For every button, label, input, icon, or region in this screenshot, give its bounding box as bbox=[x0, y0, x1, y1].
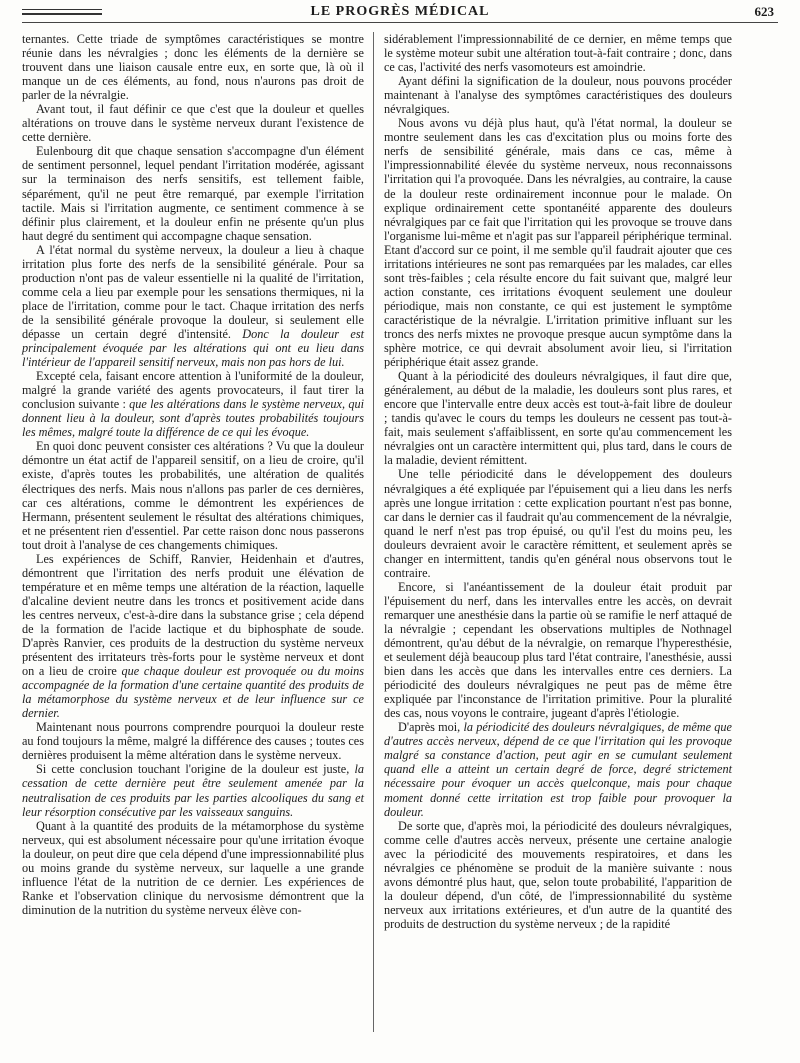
text-run: Quant à la quantité des produits de la métamorphose du système nerveux, qui est absolument nécessaire pour qu'une irritation évoque la douleur, on peut dire que cela dépend d'une impressionnabilité plus ou moins grande du système nerveux, sur laquelle a une grande influence l'état de la nutrition de ce dernier. Les expériences de Ranke et l'observation clinique du nervosisme démontrent que la diminution de la nutrition du système nerveux élève con- bbox=[22, 818, 364, 917]
paragraph bbox=[384, 32, 732, 74]
paragraph bbox=[384, 74, 732, 116]
text-run: Eulenbourg dit que chaque sensation s'accompagne d'un élément de sentiment personnel, lequel pendant l'irritation modérée, agissant sur la terminaison des nerfs sensitifs, est tellement faible, séparément, qu'il ne peut être remarqué, par exemple l'irritation tactile. Mais si l'irritation augmente, ce sentiment commence à se définir plus clairement, et la douleur enfin ne présente qu'un plus haut degré du sentiment qui accompagne chaque sensation. bbox=[22, 144, 364, 243]
column-divider bbox=[373, 32, 374, 1032]
text-run: Les expériences de Schiff, Ranvier, Heidenhain et d'autres, démontrent que l'irritation des nerfs produit une élévation de température et en même temps une altération de la réaction, laquelle d'alcaline devient neutre dans les troncs et positivement acide dans les centres nerveux, c'est-à-dire dans la substance grise ; cela dépend de la formation de l'acide lactique et du biphosphate de soude. D'après Ranvier, ces produits de la destruction du système nerveux présentent des irritateurs très-forts pour le système nerveux et dont on a lieu de croire bbox=[22, 551, 364, 679]
text-run: Quant à la périodicité des douleurs névralgiques, il faut dire que, généralement, au début de la maladie, les douleurs sont plus rares, et encore que l'intervalle entre deux accès est tout-à-fait libre de douleur ; tandis qu'avec le cours du temps les douleurs ne cessent pas tout-à-fait, mais seulement s'affaiblissent, en sorte qu'au commencement les névralgies ont un caractère intermittent qui, plus tard, dans le cours de la maladie, devient rémittent. bbox=[384, 369, 732, 468]
paragraph bbox=[22, 819, 364, 917]
italic-text: que chaque douleur est provoquée ou du moins accompagnée de la formation d'une certaine quantité des produits de la métamorphose du système nerveux et de leur influence sur ce dernier. bbox=[22, 664, 365, 721]
paragraph bbox=[384, 369, 732, 467]
paragraph bbox=[384, 819, 732, 931]
paragraph bbox=[384, 116, 732, 369]
paragraph bbox=[22, 243, 364, 369]
text-run: A l'état normal du système nerveux, la douleur a lieu à chaque irritation plus forte des nerfs de la sensibilité générale. Pour sa production n'ont pas de valeur essentielle ni la qualité de l'irritation, comme cela a lieu par exemple pour les sensations thermiques, ni la place de l'irritation, comme pour le tact. Chaque irritation des nerfs de la sensibilité générale provoque la douleur, si seulement elle dépasse un certain degré d'intensité. bbox=[22, 242, 364, 341]
header-divider bbox=[22, 22, 778, 23]
text-run: Maintenant nous pourrons comprendre pourquoi la douleur reste au fond toujours la même, malgré la différence des causes ; toutes ces dernières produisent la même altération dans le système nerveux. bbox=[22, 720, 364, 763]
text-run: sidérablement l'impressionnabilité de ce dernier, en même temps que le système moteur subit une altération tout-à-fait contraire ; donc, dans ce cas, l'activité des nerfs vasomoteurs est amoindrie. bbox=[384, 32, 732, 75]
text-run: Si cette conclusion touchant l'origine de la douleur est juste, bbox=[36, 762, 355, 777]
text-run: En quoi donc peuvent consister ces altérations ? Vu que la douleur démontre un état actif de l'appareil sensitif, on a lieu de croire, qu'il existe, d'après toutes les probabilités, une altération de qualités électriques des nerfs. Mais nous n'allons pas parler de ces dernières, car ces altérations, comme le démontrent les expériences de Hermann, présentent seulement le résultat des altérations chimiques, et ne présentent rien d'essentiel. Par cette raison donc nous passerons tout droit à l'analyse de ces changements chimiques. bbox=[22, 439, 364, 552]
page-number: 623 bbox=[754, 4, 774, 19]
italic-text: que les altérations dans le système nerveux, qui donnent lieu à la douleur, sont d'après toutes probabilités toujours les mêmes, malgré toute la différence de ce qui les évoque. bbox=[22, 397, 364, 440]
paragraph bbox=[384, 467, 732, 579]
paragraph bbox=[22, 552, 364, 721]
text-run: Encore, si l'anéantissement de la douleur était produit par l'épuisement du nerf, dans les intervalles entre les accès, on devrait remarquer une anesthésie dans la partie où se ramifie le nerf attaqué de la névralgie ; cependant les observations multiples de Nothnagel démontrent, qu'au début de la névralgie, on remarque l'hyperesthésie, et seulement déjà beaucoup plus tard l'état contraire, l'anesthésie, aussi bien dans les accès que dans les intervalles entre ces derniers. La périodicité des douleurs névralgiques ne peut pas de même être expliquée par l'inconstance de l'irritation primitive. Pour la pluralité des cas, nous voyons le contraire, jugeant d'après l'étiologie. bbox=[384, 579, 732, 721]
paragraph bbox=[22, 720, 364, 762]
text-run: Excepté cela, faisant encore attention à l'uniformité de la douleur, malgré la grande variété des agents provocateurs, il faut tirer la conclusion suivante : bbox=[22, 369, 364, 412]
running-header bbox=[22, 4, 778, 22]
paragraph bbox=[384, 580, 732, 720]
italic-text: la cessation de cette dernière peut être seulement amenée par la neutralisation de ces produits par les parties alcooliques du sang et leur résorption consécutive par les vaisseaux sanguins. bbox=[22, 762, 364, 819]
left-column bbox=[22, 32, 364, 917]
paragraph bbox=[22, 144, 364, 242]
text-run: Ayant défini la signification de la douleur, nous pouvons procéder maintenant à l'analyse des symptômes caractéristiques des douleurs névralgiques. bbox=[384, 74, 732, 117]
text-run: De sorte que, d'après moi, la périodicité des douleurs névralgiques, comme celle d'autres accès nerveux, présente une certaine analogie avec la périodicité des mouvements respiratoires, et dans les névralgies ce phénomène se produit de la manière suivante : nous avons démontré plus haut, que, selon toute probabilité, l'apparition de la douleur dépend, d'un côté, de l'impressionnabilité du système nerveux aux irritations extérieures, et d'un autre de la quantité des produits de destruction du système nerveux ; de la rapidité bbox=[384, 818, 732, 931]
text-run: ternantes. Cette triade de symptômes caractéristiques se montre réunie dans les névralgies ; donc les éléments de la dernière se trouvent dans une liaison causale entre eux, en sorte que, là où il manque un de ces éléments, au fond, nous n'aurons pas droit de parler de la névralgie. bbox=[22, 32, 364, 103]
italic-text: la périodicité des douleurs névralgiques, de même que d'autres accès nerveux, dépend de ce que l'irritation qui les provoque malgré sa constance d'action, peut agir en se cumulant seulement quand elle a atteint un certain degré de force, degré strictement nécessaire pour évoquer un accès quelconque, mais pour chaque moment donné cette irritation est trop faible pour provoquer la douleur. bbox=[384, 720, 732, 819]
text-run: D'après moi, bbox=[398, 720, 464, 735]
paragraph bbox=[22, 102, 364, 144]
right-column bbox=[384, 32, 732, 931]
text-run: Avant tout, il faut définir ce que c'est que la douleur et quelles altérations on trouve dans le système nerveux durant l'existence de cette dernière. bbox=[22, 102, 364, 145]
paragraph bbox=[22, 762, 364, 818]
text-run: Nous avons vu déjà plus haut, qu'à l'état normal, la douleur se montre seulement dans les cas d'excitation plus ou moins forte des nerfs de sensibilité générale, mais dans ce cas, même à l'impressionnabilité élevée du système nerveux, nous reconnaissons l'irritation qui l'a provoquée. Dans les névralgies, au contraire, la cause de la douleur reste ordinairement inconnue pour le malade. On explique ordinairement cette spontanéité apparente des douleurs névralgiques par ce fait que l'irritation qui les provoque se trouve dans l'organisme lui-même et n'agit pas sur l'appareil périphérique terminal. Etant d'accord sur ce point, il me semble qu'il faudrait ajouter que ces irritations intérieures ne sont pas remarquées par les malades, car elles sont très-faibles ; cela résulte encore du fait suivant que, malgré leur action constante, ces irritations évoquent seulement une douleur périodique, mais non constante, ce qui est justement le symptôme caractéristique de la névralgie. L'irritation primitive influant sur les troncs des nerfs mixtes ne provoque presque aucun symptôme dans la sphère motrice, ce qui devrait absolument avoir lieu, si l'irritation périphérique était assez grande. bbox=[384, 116, 732, 370]
text-run: Une telle périodicité dans le développement des douleurs névralgiques a été expliquée par l'épuisement qui a lieu dans les nerfs après une longue irritation : cette explication pourtant n'est pas bonne, car dans le dernier cas il faudrait qu'au commencement de la névralgie, quand le nerf n'est pas trop épuisé, ou qu'il l'est du moins peu, les douleurs devraient avoir le caractère rémittent, et seulement après se changer en intermittent, tandis qu'en général nous observons tout le contraire. bbox=[384, 467, 732, 580]
paragraph bbox=[22, 32, 364, 102]
paragraph bbox=[384, 720, 732, 818]
paragraph bbox=[22, 369, 364, 439]
paragraph bbox=[22, 439, 364, 551]
italic-text: Donc la douleur est principalement évoquée par les altérations qui ont eu lieu dans l'intérieur de l'appareil sensitif nerveux, mais non pas hors de lui. bbox=[22, 326, 364, 370]
journal-title: LE PROGRÈS MÉDICAL bbox=[310, 4, 490, 19]
